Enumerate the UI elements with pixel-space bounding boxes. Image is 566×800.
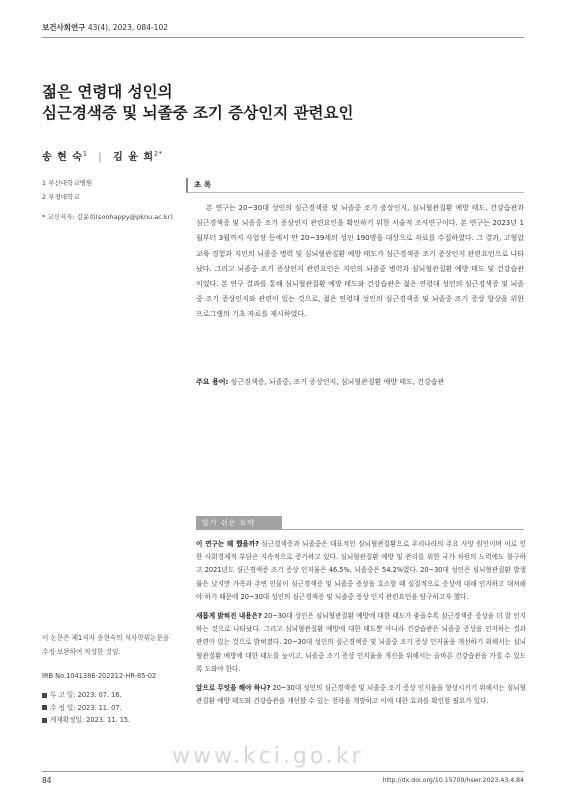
summary-answer-2: 20~30대 성인은 심뇌혈관질환 예방에 대한 태도가 좋을수록 심근경색증 증상을 더 잘 인지하는 것으로 나타났다. 그리고 심뇌혈관질환 예방에 대한 태도뿐 아니라 건강습관은 뇌졸중 증상을 인지하는 것과 관련이 있는 것으로 밝혀졌다. 20~30대 성인의 심근경색증 및 뇌졸중 조기 증상 인지율을 개선하기 위해서는 심뇌혈관질환 예방에 대한 태도를 높이고, 뇌졸중 조기 증상 인지율을 개선을 위해서는 올바른 건강습관을 가질 수 있도록 도와야 한다. [196,612,526,673]
accepted-date: 게재확정일: 2023. 11. 15. [50,716,131,724]
thesis-note: 이 논문은 제1저자 송현숙의 석사학위논문을 수정·보완하여 작성한 것임. [42,634,170,656]
summary-paragraph-2 [196,610,526,676]
revised-date-row [42,702,130,715]
abstract-heading: 초 록 [186,178,524,193]
bullet-square-icon [42,705,47,710]
watermark: www.kci.go.kr [172,744,364,769]
summary-question-2: 새롭게 밝혀진 내용은? [196,612,262,621]
keywords-text: 심근경색증, 뇌졸중, 조기 증상인지, 심뇌혈관질환 예방 태도, 건강습관 [230,378,445,386]
corresponding-author: * 교신저자: 김윤희(soohappy@pknu.ac.kr) [42,213,173,221]
summary-question-3: 앞으로 무엇을 해야 하나? [196,684,271,693]
author-separator: | [98,152,103,163]
journal-header [42,22,168,33]
author-1: 송 현 숙 [42,152,83,163]
irb-number: IRB No.1041386-202212-HR-85-02 [42,672,157,680]
affiliations [42,176,173,224]
title-line-2: 심근경색증 및 뇌졸중 조기 증상인지 관련요인 [42,104,354,122]
abstract-body: 본 연구는 20~30대 성인의 심근경색증 및 뇌졸중 조기 증상인지, 심뇌혈관질환 예방 태도, 건강습관과 심근경색증 및 뇌졸중 조기 증상인지 관련요인을 확인하기 위한 서술적 조사연구이다. 본 연구는 2023년 1월부터 3월까지 사업장 등에서 만 20~39세의 성인 190명을 대상으로 자료를 수집하였다. 그 결과, 고혈압 교육 경험과 지인의 뇌졸중 병력 및 심뇌혈관질환 예방 태도가 심근경색증 조기 증상인지 관련요인으로 나타났다. 그리고 뇌졸중 조기 증상인지 관련요인은 지인의 뇌졸중 병력과 심뇌혈관질환 예방 태도 및 건강습관이었다. 본 연구 결과를 통해 심뇌혈관질환 예방 태도와 건강습관은 젊은 연령대 성인의 심근경색증 및 뇌졸중 조기 증상인지와 관련이 있는 것으로, 젊은 연령대 성인의 심근경색증 및 뇌졸중 조기 증상 향상을 위한 프로그램의 기초 자료를 제시하였다. [196,204,524,319]
volume-info: 43(4), 2023, 084-102 [87,23,169,32]
doi-link[interactable]: http://dx.doi.org/10.15709/hswr.2023.43.4.84 [382,777,524,784]
summary-answer-3: 20~30대 성인의 심근경색증 및 뇌졸중 조기 증상 인지율을 향상시키기 위해서는 심뇌혈관질환 예방 태도와 건강습관을 개선할 수 있는 전략을 개발하고 이에 대한 효과를 확인할 필요가 있다. [196,684,526,706]
affiliation-1: 1 부산대학교병원 [42,179,93,187]
plain-summary [196,538,526,714]
summary-paragraph-1 [196,538,526,604]
header-rule [42,37,524,38]
received-date: 투 고 일: 2023. 07. 16. [50,691,122,699]
author-2: 김 윤 희 [113,152,155,163]
publication-dates [42,689,130,727]
revised-date: 수 정 일: 2023. 11. 07. [50,703,122,712]
summary-paragraph-3 [196,682,526,708]
bullet-square-icon [42,718,47,723]
accepted-date-row [42,714,130,727]
keywords-label: 주요 용어: [196,378,229,386]
author-2-sup: 2* [154,150,163,158]
paper-title [42,82,353,124]
page-number: 84 [42,776,52,785]
summary-tab: 알기 쉬운 요약 [196,516,282,530]
summary-answer-1: 심근경색증과 뇌졸중은 대표적인 심뇌혈관질환으로 우리나라의 주요 사망 원인이며 이로 인한 사회경제적 부담은 지속적으로 증가하고 있다. 심뇌혈관질환 예방 및 관리를 위한 국가 차원의 노력에도 불구하고 2021년도 심근경색증 조기 증상 인지율은 46.5%, 뇌졸중은 54.2%였다. 20~30대 성인은 심뇌혈관질환 발생률은 낮지만 가족과 주변 인물이 심근경색증 및 뇌졸중 증상을 호소할 때 실질적으로 증상에 대해 인지하고 대처해야 하기 때문에 20~30대 성인의 심근경색증 및 뇌졸중 증상 인지 관련요인을 탐구하고자 했다. [196,540,527,601]
author-1-sup: 1 [82,150,88,158]
journal-name: 보건사회연구 [42,23,86,32]
summary-rule [276,529,524,530]
title-line-1: 젊은 연령대 성인의 [42,83,173,101]
abstract-section [186,178,524,323]
affiliation-2: 2 부경대학교 [42,193,80,201]
keywords [196,377,526,387]
bullet-square-icon [42,693,47,698]
footer-rule [42,771,524,772]
received-date-row [42,689,130,702]
author-line [42,148,163,163]
summary-question-1: 이 연구는 왜 했을까? [196,540,259,548]
